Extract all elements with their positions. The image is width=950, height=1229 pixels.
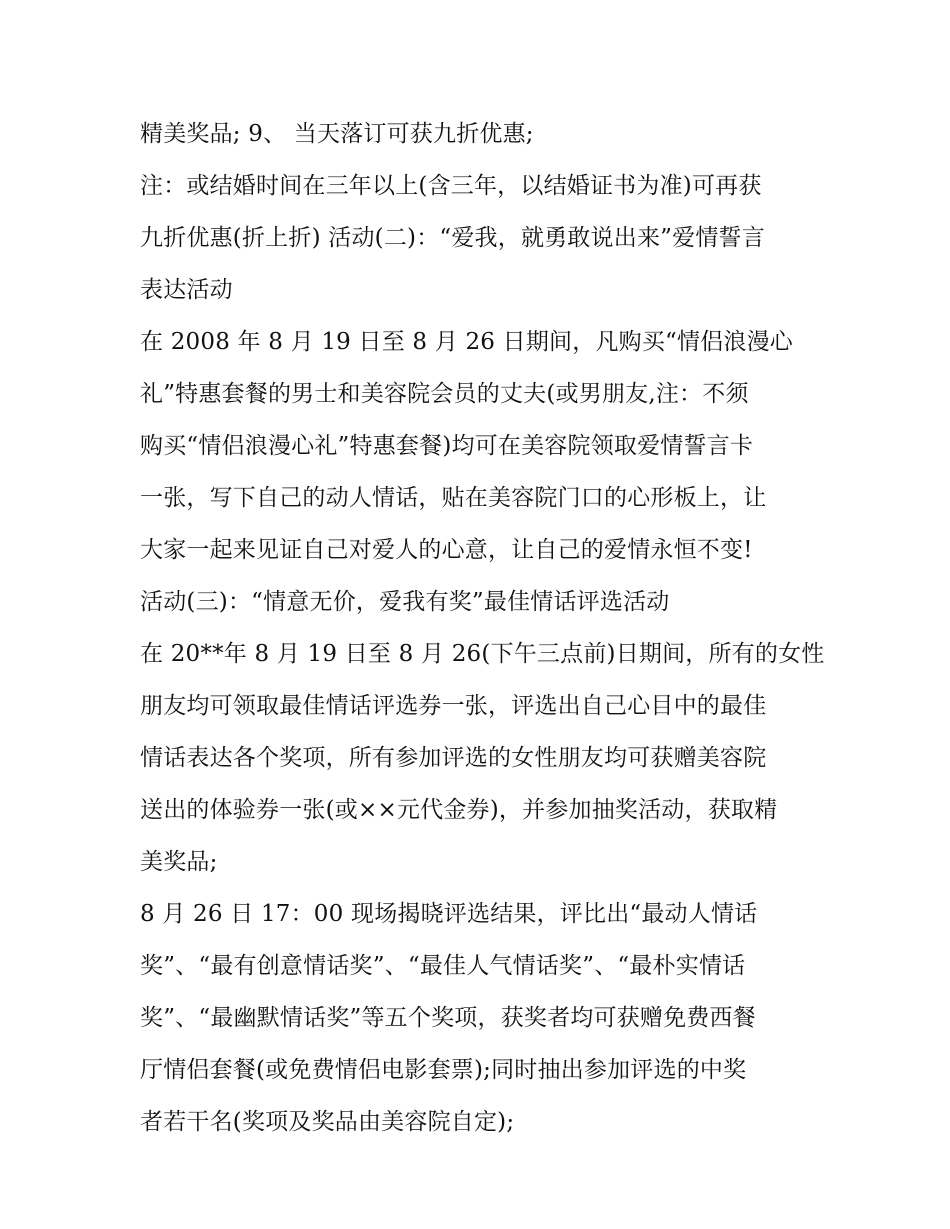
text-line: 在 2008 年 8 月 19 日至 8 月 26 日期间，凡购买“情侣浪漫心 xyxy=(140,329,794,355)
text-line: 精美奖品; 9、 当天落订可获九折优惠; xyxy=(140,121,534,147)
text-line: 表达活动 xyxy=(140,277,233,303)
text-line: 朋友均可领取最佳情话评选券一张，评选出自己心目中的最佳 xyxy=(140,693,767,719)
text-line: 厅情侣套餐(或免费情侣电影套票);同时抽出参加评选的中奖 xyxy=(140,1057,747,1083)
text-line: 注：或结婚时间在三年以上(含三年，以结婚证书为准)可再获 xyxy=(140,173,762,199)
document-body xyxy=(140,108,830,1148)
text-line: 8 月 26 日 17：00 现场揭晓评选结果，评比出“最动人情话 xyxy=(140,901,758,927)
text-line: 活动(三)：“情意无价，爱我有奖”最佳情话评选活动 xyxy=(140,589,670,615)
text-line: 购买“情侣浪漫心礼”特惠套餐)均可在美容院领取爱情誓言卡 xyxy=(140,433,754,459)
text-line: 奖”、“最有创意情话奖”、“最佳人气情话奖”、“最朴实情话 xyxy=(140,953,746,979)
text-line: 在 20**年 8 月 19 日至 8 月 26(下午三点前)日期间，所有的女性 xyxy=(140,641,825,667)
text-line: 送出的体验券一张(或××元代金券)，并参加抽奖活动，获取精 xyxy=(140,797,778,823)
text-line: 奖”、“最幽默情话奖”等五个奖项，获奖者均可获赠免费西餐 xyxy=(140,1005,756,1031)
text-line: 情话表达各个奖项，所有参加评选的女性朋友均可获赠美容院 xyxy=(140,745,767,771)
text-line: 一张，写下自己的动人情话，贴在美容院门口的心形板上，让 xyxy=(140,485,767,511)
text-line: 九折优惠(折上折) 活动(二)：“爱我，就勇敢说出来”爱情誓言 xyxy=(140,225,765,251)
text-line: 者若干名(奖项及奖品由美容院自定); xyxy=(140,1109,515,1135)
text-line: 礼”特惠套餐的男士和美容院会员的丈夫(或男朋友,注：不须 xyxy=(140,381,749,407)
text-line: 大家一起来见证自己对爱人的心意，让自己的爱情永恒不变! xyxy=(140,537,753,563)
text-line: 美奖品; xyxy=(140,849,218,875)
